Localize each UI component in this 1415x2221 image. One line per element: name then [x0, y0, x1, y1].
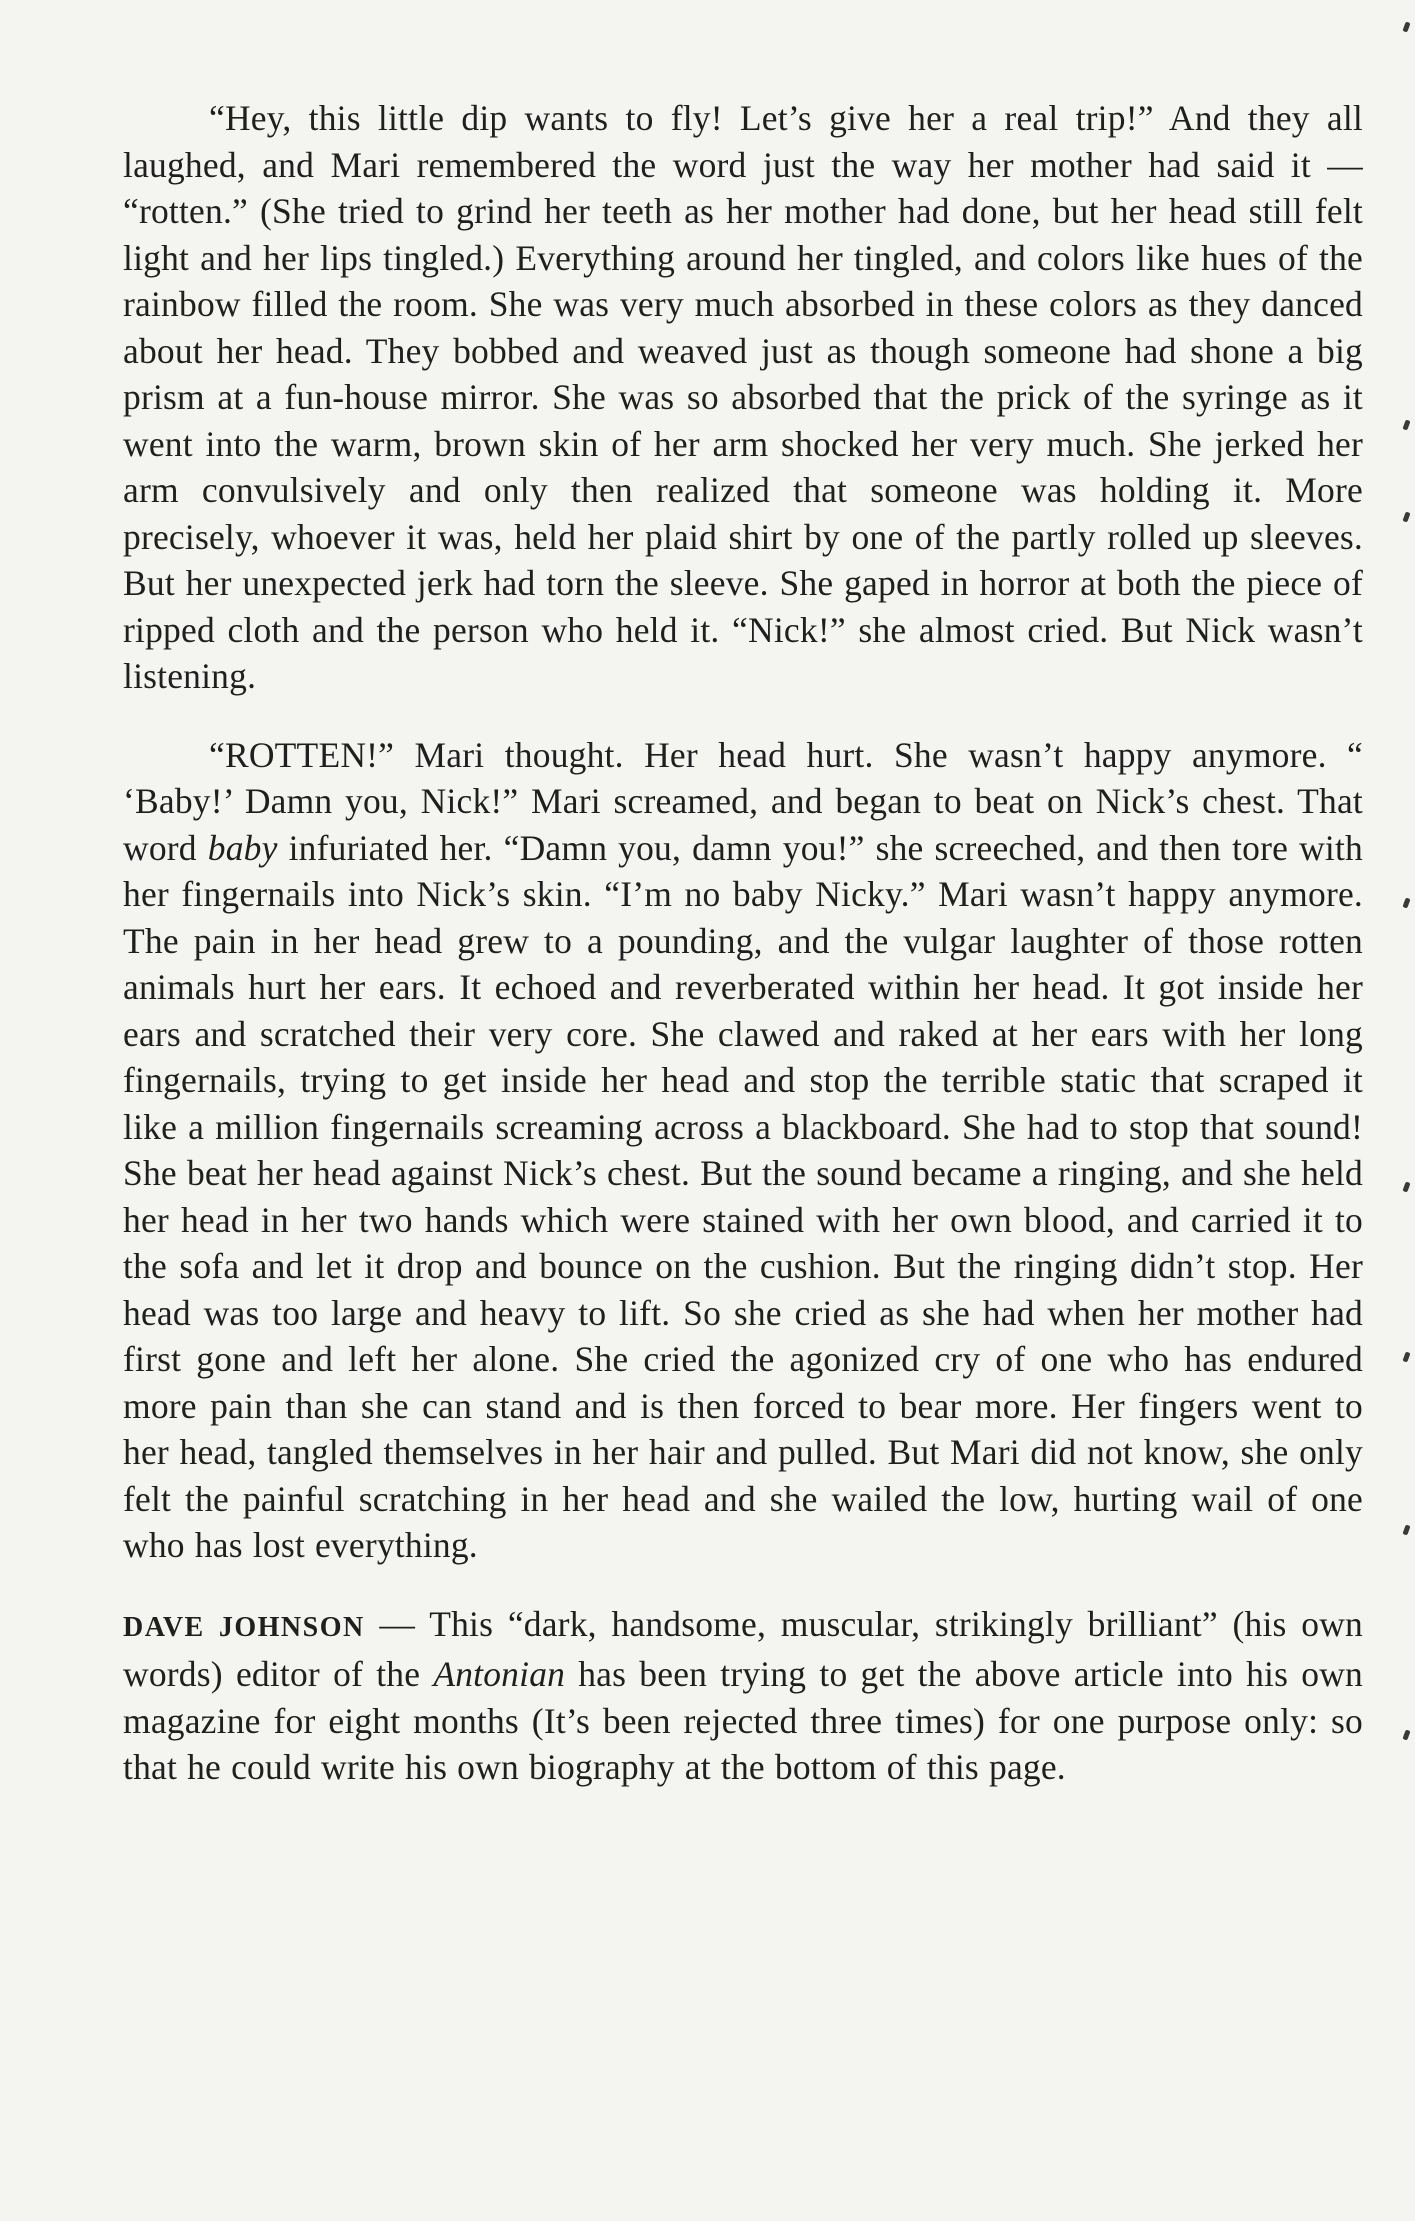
emphasis-word-baby: baby: [207, 827, 278, 868]
bio-text-after: has been trying to get the above article into his own magazine for eight months (It’s been rejected three times) for one purpose only: so that he could write his own biography at the bottom of this page.: [123, 1654, 1363, 1787]
paper-edge-mark: [1402, 1524, 1410, 1535]
bio-dash: —: [364, 1603, 430, 1644]
paper-edge-mark: [1402, 419, 1410, 430]
paragraph-2-text-before: “ROTTEN!” Mari thought. Her head hurt. She wasn’t happy anymore. “ ‘Baby!’ Damn you, Nick!” Mari screamed, and began to beat on Nick’s chest. That word: [123, 734, 1363, 868]
bio-text-before: This “dark, handsome, muscular, strikingly brilliant” (his own words) editor of the: [123, 1603, 1363, 1694]
story-paragraph-1: “Hey, this little dip wants to fly! Let’s give her a real trip!” And they all laughed, and Mari remembered the word just the way her mother had said it — “rotten.” (She tried to grind her teeth as her mother had done, but her head still felt light and her lips tingled.) Everything around her tingled, and colors like hues of the rainbow filled the room. She was very much absorbed in these colors as they danced about her head. They bobbed and weaved just as though someone had shone a big prism at a fun-house mirror. She was so absorbed that the prick of the syringe as it went into the warm, brown skin of her arm shocked her very much. She jerked her arm convulsively and only then realized that someone was holding it. More precisely, whoever it was, held her plaid shirt by one of the partly rolled up sleeves. But her unexpected jerk had torn the sleeve. She gaped in horror at both the piece of ripped cloth and the person who held it. “Nick!” she almost cried. But Nick wasn’t listening.: [123, 98, 1363, 696]
author-name: DAVE JOHNSON: [123, 1611, 365, 1643]
paper-edge-mark: [1402, 897, 1410, 908]
author-bio: [123, 1601, 1363, 1791]
paragraph-2-text-after: infuriated her. “Damn you, damn you!” she screeched, and then tore with her fingernails into Nick’s skin. “I’m no baby Nicky.” Mari wasn’t happy anymore. The pain in her head grew to a pounding, and the vulgar laughter of those rotten animals hurt her ears. It echoed and reverberated within her head. It got inside her ears and scratched their very core. She clawed and raked at her ears with her long fingernails, trying to get inside her head and stop the terrible static that scraped it like a million fingernails screaming across a blackboard. She had to stop that sound! She beat her head against Nick’s chest. But the sound became a ringing, and she held her head in her two hands which were stained with her own blood, and carried it to the sofa and let it drop and bounce on the cushion. But the ringing didn’t stop. Her head was too large and heavy to lift. So she cried as she had when her mother had first gone and left her alone. She cried the agonized cry of one who has endured more pain than she can stand and is then forced to bear more. Her fingers went to her head, tangled themselves in her hair and pulled. But Mari did not know, she only felt the painful scratching in her head and she wailed the low, hurting wail of one who has lost everything.: [123, 827, 1363, 1565]
paper-edge-mark: [1402, 21, 1410, 32]
paper-edge-mark: [1402, 1729, 1410, 1740]
paper-edge-mark: [1402, 1351, 1410, 1362]
paper-edge-mark: [1402, 1181, 1410, 1192]
story-paragraph-2: [123, 732, 1363, 1569]
magazine-title: Antonian: [433, 1654, 566, 1694]
paper-edge-mark: [1402, 511, 1410, 522]
